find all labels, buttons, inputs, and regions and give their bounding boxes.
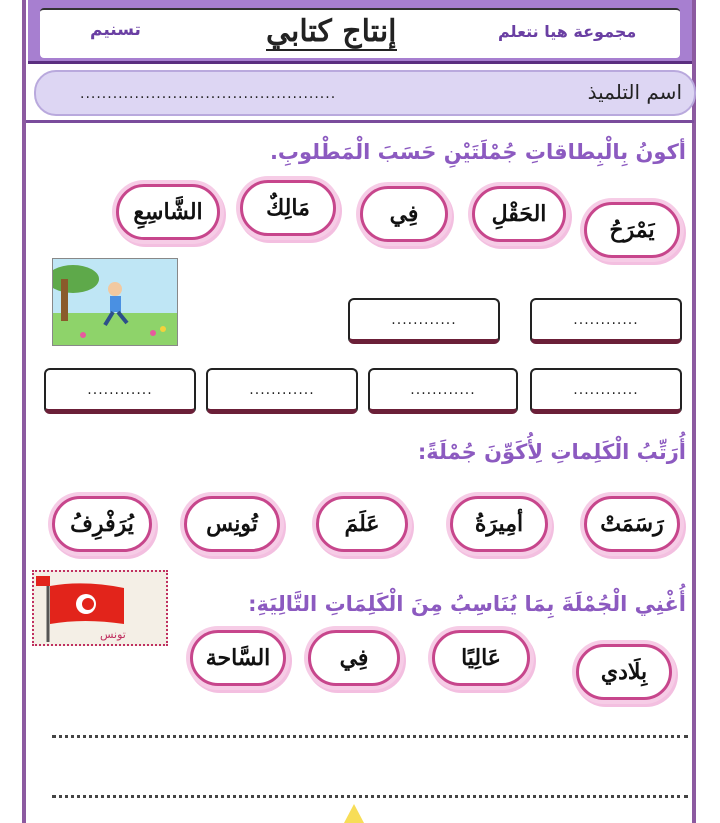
- word-card: عَلَمَ: [316, 496, 408, 552]
- exercise1-instruction: أكونُ بِالْبِطاقاتِ جُمْلَتَيْنِ حَسَبَ الْمَطْلوبِ.: [269, 140, 686, 164]
- student-name-label: اسم التلميذ: [587, 80, 682, 104]
- answer-card[interactable]: ............: [530, 298, 682, 344]
- header-left-text: تسنيم: [90, 20, 141, 40]
- answer-line[interactable]: [52, 795, 688, 798]
- answer-card[interactable]: ............: [348, 298, 500, 344]
- word-card: بِلَادي: [576, 644, 672, 700]
- word-card: الشَّاسِعِ: [116, 184, 220, 240]
- word-card: يَمْرَحُ: [584, 202, 680, 258]
- word-card: فِي: [308, 630, 400, 686]
- flag-caption: تونس: [100, 628, 126, 641]
- answer-card[interactable]: ............: [206, 368, 358, 414]
- word-card: أمِيرَةُ: [450, 496, 548, 552]
- answer-card[interactable]: ............: [44, 368, 196, 414]
- tunisia-flag-icon: [32, 570, 168, 646]
- exercise3-instruction: أُغْنِي الْجُمْلَةَ بِمَا يُنَاسِبُ مِنَ الْكَلِمَاتِ التَّالِيَةِ:: [248, 592, 686, 616]
- header: [28, 0, 692, 64]
- student-name-bar: [34, 70, 696, 116]
- header-right-text: مجموعة هيا نتعلم: [498, 22, 637, 41]
- word-card: عَالِيًا: [432, 630, 530, 686]
- exercise2-instruction: أُرَتِّبُ الْكَلِماتِ لِأُكَوِّنَ جُمْلَةً:: [417, 440, 686, 464]
- answer-line[interactable]: [52, 735, 688, 738]
- answer-card[interactable]: ............: [530, 368, 682, 414]
- word-card: السَّاحة: [190, 630, 286, 686]
- word-card: يُرَفْرِفُ: [52, 496, 152, 552]
- student-name-field[interactable]: ...............................................: [80, 86, 337, 102]
- word-card: رَسَمَتْ: [584, 496, 680, 552]
- page-title: إنتاج كتابي: [266, 14, 397, 49]
- pencil-tip-icon: [344, 804, 364, 823]
- word-card: تُونِس: [184, 496, 280, 552]
- word-card: فِي: [360, 186, 448, 242]
- boy-running-field-icon: [52, 258, 178, 346]
- divider: [26, 120, 694, 123]
- word-card: مَالِكٌ: [240, 180, 336, 236]
- answer-card[interactable]: ............: [368, 368, 518, 414]
- word-card: الحَقْلِ: [472, 186, 566, 242]
